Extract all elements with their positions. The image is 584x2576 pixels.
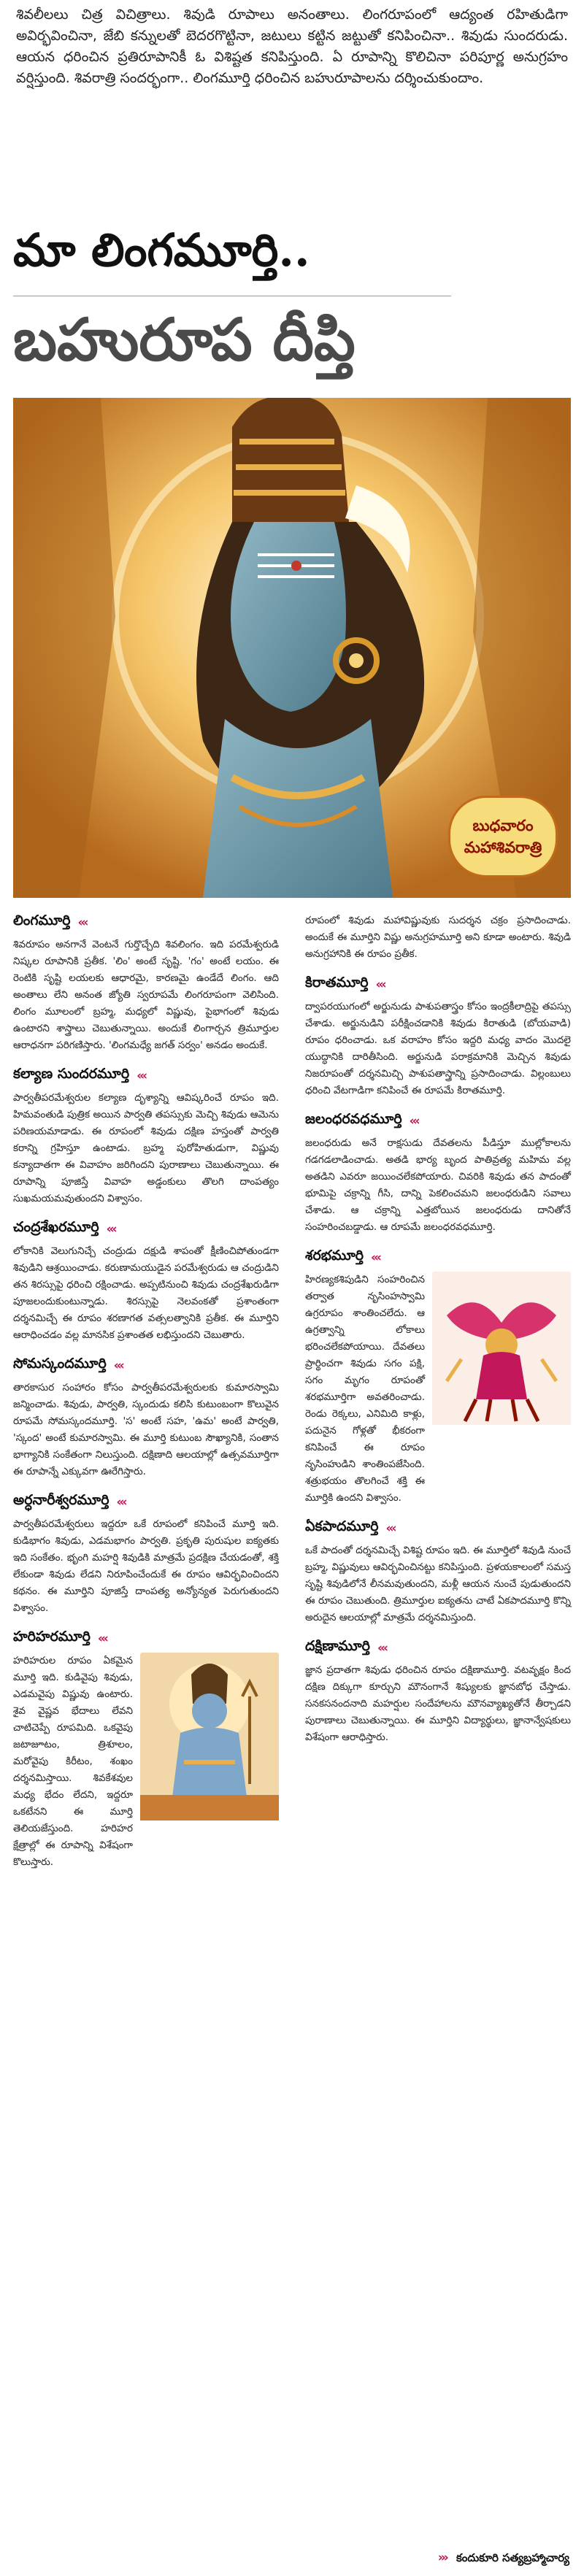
article-column-right — [305, 912, 571, 1758]
author-name: కందుకూరి సత్యబ్రహ్మాచార్య — [456, 2551, 569, 2564]
chevron-left-icon: ‹‹‹ — [116, 1494, 126, 1510]
headline-secondary: బహురూప దీప్తి — [13, 305, 356, 374]
section-kalyana-sundara-murthy — [13, 1066, 279, 1207]
section-heading — [13, 1356, 279, 1375]
section-content-with-image — [305, 1272, 571, 1507]
section-title: జలంధరవధమూర్తి — [305, 1111, 402, 1127]
section-body: పార్వతీపరమేశ్వరులు ఇద్దరూ ఒకే రూపంలో కనిపించే మూర్తి ఇది. కుడిభాగం శివుడు, ఎడమభాగం పార్వతి. ప్రకృతి పురుషుల ఐక్యతకు ఇది సంకేతం. భృంగి మహర్షి శివుడికి మాత్రమే ప్రదక్షిణ చేయడంతో, శక్తి లేకుండా శివుడు లేడని నిరూపించేందుకే ఈ రూపం ఆవిర్భవించిందని కథనం. ఈ మూర్తిని పూజిస్తే దాంపత్య అన్యోన్యత పెరుగుతుందని విశ్వాసం. — [13, 1518, 279, 1614]
section-harihara-murthy — [13, 1629, 279, 1871]
section-kiratha-murthy — [305, 974, 571, 1099]
section-body: తారకాసుర సంహారం కోసం పార్వతీపరమేశ్వరులకు కుమారస్వామి జన్మించాడు. శివుడు, పార్వతి, స్కందుడు కలిసి కుటుంబంగా కొలువైన రూపమే సోమస్కందమూర్తి. 'స' అంటే సహ, 'ఉమ' అంటే పార్వతి, 'స్కంద' అంటే కుమారస్వామి. ఈ మూర్తి కుటుంబ సౌఖ్యానికి, సంతాన భాగ్యానికి సంకేతంగా నిలుస్తుంది. దక్షిణాది ఆలయాల్లో ఉత్సవమూర్తిగా ఈ రూపాన్నే ఎక్కువగా ఊరేగిస్తారు. — [13, 1382, 279, 1477]
chevron-left-icon: ‹‹‹ — [137, 1068, 146, 1083]
chevron-left-icon: ‹‹‹ — [106, 1221, 115, 1237]
section-heading — [305, 1247, 571, 1267]
section-title: కల్యాణ సుందరమూర్తి — [13, 1066, 130, 1082]
author-byline — [438, 2550, 569, 2567]
section-heading — [305, 974, 571, 994]
section-heading — [13, 1066, 279, 1085]
section-heading — [305, 1111, 571, 1131]
section-title: కిరాతమూర్తి — [305, 974, 369, 991]
chevron-left-icon: ‹‹‹ — [371, 1250, 380, 1265]
section-heading — [13, 912, 279, 932]
section-body: శివరూపం అనగానే వెంటనే గుర్తొచ్చేది శివలింగం. ఇది పరమేశ్వరుడి నిష్కల రూపానికి ప్రతీక. 'లిం' అంటే సృష్టి. 'గం' అంటే లయం. ఈ రెంటికి సృష్టి లయలకు ఆధారమై, కారణమై ఉండేదే లింగం. ఆది అంతాలు లేని అనంత జ్యోతి స్వరూపమే లింగరూపంగా వెలిసింది. లింగం మూలంలో బ్రహ్మ, మధ్యలో విష్ణువు, పైభాగంలో శివుడు ఉంటారని శాస్త్రాలు చెబుతున్నాయి. అందుకే లింగార్చన త్రిమూర్తుల ఆరాధనగా పరిగణిస్తారు. 'లింగమధ్యే జగత్ సర్వం' అనడం అందుకే. — [13, 939, 279, 1051]
chevron-left-icon: ‹‹‹ — [97, 1631, 107, 1646]
section-body: రూపంలో శివుడు మహావిష్ణువుకు సుదర్శన చక్రం ప్రసాదించాడు. అందుకే ఈ మూర్తిని విష్ణు అనుగ్రహమూర్తి అని కూడా అంటారు. శివుడి అనుగ్రహానికి ఈ రూపం ప్రతీక. — [305, 915, 571, 960]
section-ardhanareeswara-murthy — [13, 1492, 279, 1617]
harihara-image — [140, 1653, 279, 1871]
section-title: సోమస్కందమూర్తి — [13, 1356, 107, 1372]
section-somaskanda-murthy — [13, 1356, 279, 1480]
section-dakshina-murthy — [305, 1638, 571, 1746]
section-body: లోకానికి వెలుగునిచ్చే చంద్రుడు దక్షుడి శాపంతో క్షీణించిపోతుండగా శివుడిని ఆశ్రయించాడు. కరుణామయుడైన పరమేశ్వరుడు ఆ చంద్రుడిని తన శిరస్సుపై ధరించి రక్షించాడు. అప్పటినుంచి శివుడు చంద్రశేఖరుడిగా పూజలందుకుంటున్నాడు. శిరస్సుపై నెలవంకతో ప్రశాంతంగా దర్శనమిచ్చే ఈ రూపం శరణాగత వత్సలత్వానికి ప్రతీక. ఈ మూర్తిని ఆరాధించడం వల్ల మానసిక ప్రశాంతత లభిస్తుందని చెబుతారు. — [13, 1245, 279, 1341]
section-title: ఏకపాదమూర్తి — [305, 1518, 379, 1534]
section-body: హరిహరుల రూపం ఏకమైన మూర్తి ఇది. కుడివైపు శివుడు, ఎడమవైపు విష్ణువు ఉంటారు. శైవ వైష్ణవ భేదాలు లేవని చాటిచెప్పే రూపమిది. ఒకవైపు జటాజూటం, త్రిశూలం, మరోవైపు కిరీటం, శంఖం దర్శనమిస్తాయి. శివకేశవుల మధ్య భేదం లేదని, ఇద్దరూ ఒకటేనని ఈ మూర్తి తెలియజేస్తుంది. హరిహర క్షేత్రాల్లో ఈ రూపాన్ని విశేషంగా కొలుస్తారు. — [13, 1655, 133, 1868]
sharabha-image — [432, 1272, 571, 1507]
section-body: పార్వతీపరమేశ్వరుల కల్యాణ దృశ్యాన్ని ఆవిష్కరించే రూపం ఇది. హిమవంతుడి పుత్రిక అయిన పార్వతి తపస్సుకు మెచ్చి శివుడు ఆమెను పరిణయమాడాడు. ఈ రూపంలో శివుడు దక్షిణ హస్తంతో పార్వతి కరాన్ని గ్రహిస్తూ ఉంటాడు. బ్రహ్మ పురోహితుడుగా, విష్ణువు కన్యాదాతగా ఈ వివాహం జరిగిందని పురాణాలు చెబుతున్నాయి. ఈ రూపాన్ని పూజిస్తే వివాహ అడ్డంకులు తొలగి దాంపత్యం సుఖమయమవుతుందని విశ్వాసం. — [13, 1092, 279, 1204]
hero-image-lord-shiva — [13, 398, 571, 898]
section-heading — [13, 1629, 279, 1648]
chevron-left-icon: ‹‹‹ — [409, 1113, 418, 1129]
chevron-left-icon: ‹‹‹ — [77, 915, 87, 930]
section-heading — [13, 1219, 279, 1239]
article-column-left — [13, 912, 279, 1883]
chevron-left-icon: ‹‹‹ — [113, 1358, 123, 1373]
section-title: అర్ధనారీశ్వరమూర్తి — [13, 1492, 110, 1508]
section-title: లింగమూర్తి — [13, 912, 71, 928]
section-linga-murthy — [13, 912, 279, 1054]
chevron-right-icon: ››› — [437, 2550, 447, 2565]
section-sharabha-murthy — [305, 1247, 571, 1507]
section-body: ఒకే పాదంతో దర్శనమిచ్చే విశిష్ట రూపం ఇది. ఈ మూర్తిలో శివుడి నుంచే బ్రహ్మ, విష్ణువులు ఆవిర్భవించినట్టు కనిపిస్తుంది. ప్రళయకాలంలో సమస్త సృష్టి శివుడిలోనే లీనమవుతుందని, మళ్లీ ఆయన నుంచే పుడుతుందని ఈ రూపం చెబుతుంది. త్రిమూర్తుల ఐక్యతను చాటే ఏకపాదమూర్తి కొన్ని అరుదైన ఆలయాల్లో మాత్రమే దర్శనమిస్తుంది. — [305, 1545, 571, 1623]
section-body: జ్ఞాన ప్రదాతగా శివుడు ధరించిన రూపం దక్షిణామూర్తి. వటవృక్షం కింద దక్షిణ దిక్కుగా కూర్చుని మౌనంగానే శిష్యులకు జ్ఞానబోధ చేస్తాడు. సనకసనందనాది మహర్షుల సందేహాలను మౌనవ్యాఖ్యతోనే తీర్చాడని పురాణాలు చెబుతున్నాయి. ఈ మూర్తిని విద్యార్థులు, జ్ఞానాన్వేషకులు విశేషంగా ఆరాధిస్తారు. — [305, 1664, 571, 1743]
section-body: జలంధరుడు అనే రాక్షసుడు దేవతలను పీడిస్తూ ముల్లోకాలను గడగడలాడించాడు. అతడి భార్య బృంద పాతివ్రత్య మహిమ వల్ల అతడిని ఎవరూ జయించలేకపోయారు. చివరికి శివుడు తన పాదంతో భూమిపై చక్రాన్ని గీసి, దాన్ని పెకలించమని జలంధరుడిని సవాలు చేశాడు. ఆ చక్రాన్ని ఎత్తబోయిన జలంధరుడు దానితోనే సంహరించబడ్డాడు. ఆ రూపమే జలంధరవధమూర్తి. — [305, 1137, 571, 1233]
section-jalandhara-vadha-murthy — [305, 1111, 571, 1236]
section-content-with-image — [13, 1653, 279, 1871]
section-title: హరిహరమూర్తి — [13, 1629, 91, 1645]
section-heading — [13, 1492, 279, 1512]
section-heading — [305, 1518, 571, 1538]
section-title: చంద్రశేఖరమూర్తి — [13, 1219, 99, 1235]
section-heading — [305, 1638, 571, 1658]
section-title: దక్షిణామూర్తి — [305, 1638, 370, 1654]
headline-primary: మా లింగమూర్తి.. — [13, 223, 310, 277]
section-title: శరభమూర్తి — [305, 1247, 364, 1264]
date-badge-festival: మహాశివరాత్రి — [464, 839, 542, 856]
section-chandrasekhara-murthy — [13, 1219, 279, 1344]
date-badge-day: బుధవారం — [472, 817, 534, 834]
chevron-left-icon: ‹‹‹ — [385, 1520, 395, 1536]
section-ekapada-murthy — [305, 1518, 571, 1626]
chevron-left-icon: ‹‹‹ — [377, 1640, 386, 1656]
section-body: హిరణ్యకశిపుడిని సంహరించిన తర్వాత నృసింహస్వామి ఉగ్రరూపం శాంతించలేదు. ఆ ఉగ్రత్వాన్ని లోకాలు భరించలేకపోయాయి. దేవతలు ప్రార్థించగా శివుడు సగం పక్షి, సగం మృగం రూపంతో శరభమూర్తిగా అవతరించాడు. రెండు రెక్కలు, ఎనిమిది కాళ్లు, పదునైన గోళ్లతో భీకరంగా కనిపించే ఈ రూపం నృసింహుడిని శాంతింపజేసింది. శత్రుభయం తొలగించే శక్తి ఈ మూర్తికి ఉందని విశ్వాసం. — [305, 1274, 425, 1504]
intro-paragraph: శివలీలలు చిత్ర విచిత్రాలు. శివుడి రూపాలు అనంతాలు. లింగరూపంలో ఆద్యంత రహితుడిగా అవిర్భవించినా, జేబి కన్నులతో బెదరగొట్టినా, జటులు కట్టిన జట్టుతో కనిపించినా.. శివుడు సుందరుడు. ఆయన ధరించిన ప్రతిరూపానికీ ఓ విశిష్టత కనిపిస్తుంది. ఏ రూపాన్ని కొలిచినా పరిపూర్ణ అనుగ్రహం వర్షిస్తుంది. శివరాత్రి సందర్భంగా.. లింగమూర్తి ధరించిన బహురూపాలను దర్శించుకుందాం. — [16, 7, 568, 86]
date-badge — [448, 796, 558, 877]
chevron-left-icon: ‹‹‹ — [375, 977, 385, 992]
section-continued — [305, 912, 571, 963]
section-body: ద్వాపరయుగంలో అర్జునుడు పాశుపతాస్త్రం కోసం ఇంద్రకీలాద్రిపై తపస్సు చేశాడు. అర్జునుడిని పరీక్షించడానికి శివుడు కిరాతుడి (బోయవాడి) రూపం ధరించాడు. ఒక వరాహం కోసం ఇద్దరి మధ్య వాదం మొదలై యుద్ధానికి దారితీసింది. అర్జునుడి పరాక్రమానికి మెచ్చిన శివుడు నిజరూపంతో దర్శనమిచ్చి పాశుపతాస్త్రాన్ని ప్రసాదించాడు. విల్లంబులు ధరించి వేటగాడిగా కనిపించే ఈ రూపమే కిరాతమూర్తి. — [305, 1001, 571, 1096]
